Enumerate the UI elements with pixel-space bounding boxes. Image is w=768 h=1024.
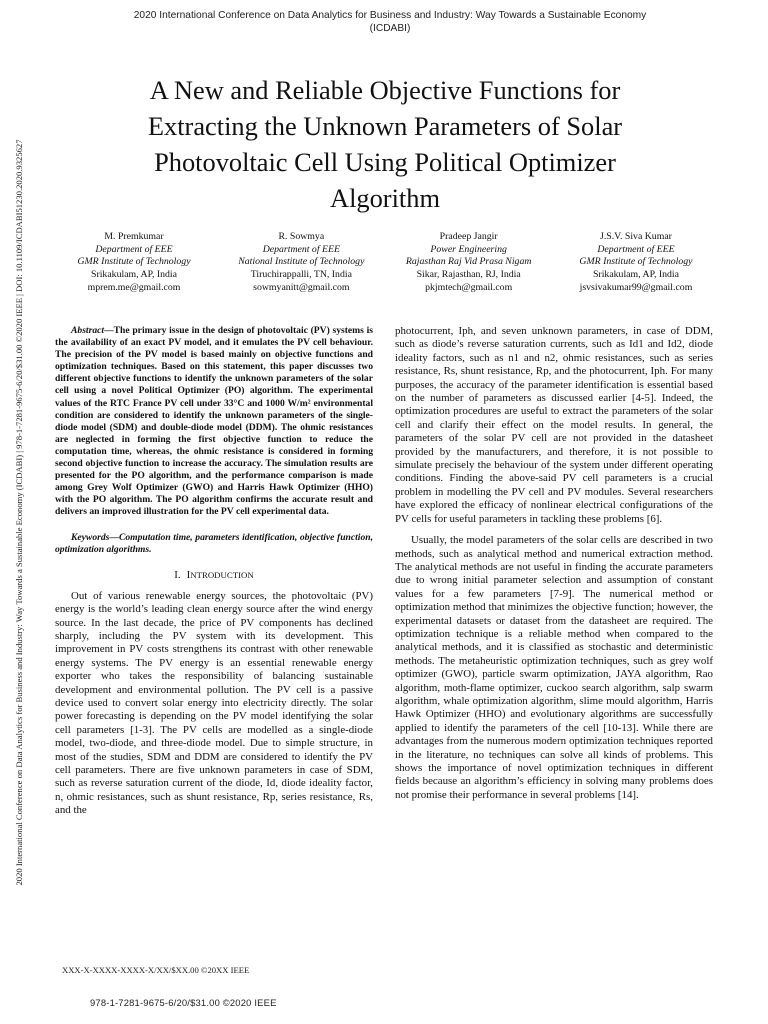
author-card xyxy=(557,231,715,295)
title-line: Algorithm xyxy=(330,183,440,213)
author-email[interactable]: jsvsivakumar99@gmail.com xyxy=(579,281,693,293)
author-department: Department of EEE xyxy=(95,243,173,255)
author-institute: National Institute of Technology xyxy=(238,256,365,268)
author-city: Tiruchirappalli, TN, India xyxy=(250,269,352,281)
abstract-label: Abstract xyxy=(71,325,105,336)
title-line: Photovoltaic Cell Using Political Optimizer xyxy=(154,147,616,177)
author-card xyxy=(390,231,548,295)
author-department: Department of EEE xyxy=(597,243,675,255)
author-department: Department of EEE xyxy=(262,243,340,255)
author-name: J.S.V. Siva Kumar xyxy=(600,231,672,242)
body-paragraph: Usually, the model parameters of the solar cells are described in two methods, such as analytical method and numerical extraction method. The analytical methods are not useful in finding the accurate parameters due to wrong initial parameter selection and assumption of constant values for a few parameters [7-9]. The numerical method or optimization method that minimizes the objective function; however, the experimental datasets or dataset from the datasheet are required. The optimization technique is a reliable method when compared to the analytical methods, and it is classified as stochastic and deterministic methods. The metaheuristic optimization techniques, such as grey wolf optimizer (GWO), particle swarm optimization, JAYA algorithm, Rao algorithm, moth-flame optimizer, cuckoo search algorithm, salp swarm algorithm, whale optimization algorithm, slime mould algorithm, Harris Hawk Optimizer (HHO) and evolutionary algorithms are successfully applied to identify the parameters of the cell [10-13]. While there are advantages from the numerous modern optimization techniques reported in the literature, no techniques can solve all kinds of problems. This shows the importance of novel optimization techniques in different fields because an algorithm’s efficiency in solving many problems does not promise their performance in several problems [14]. xyxy=(395,534,713,801)
author-name: M. Premkumar xyxy=(104,231,164,242)
author-city: Srikakulam, AP, India xyxy=(91,269,177,281)
section-number: I. xyxy=(174,568,181,581)
author-institute: GMR Institute of Technology xyxy=(77,256,191,268)
conference-header-line2: (ICDABI) xyxy=(369,23,411,34)
author-card xyxy=(55,231,213,295)
section-heading xyxy=(55,569,373,582)
author-email[interactable]: pkjmtech@gmail.com xyxy=(425,281,513,293)
author-city: Sikar, Rajasthan, RJ, India xyxy=(416,269,521,281)
body-paragraph: photocurrent, Iph, and seven unknown parameters, in case of DDM, such as diode’s reverse saturation currents, such as Id1 and Id2, diode ideality factors, such as n1 and n2, ohmic resistances, such as series resistance, Rs, shunt resistance, Rp, and the photocurrent, Iph. For many purposes, the accuracy of the parameter identification is essential based on the number of parameters as discussed earlier [4-5]. Indeed, the optimization procedures are useful to extract the parameters of the solar cell and clarify their effect on the model results. In general, the parameters of the solar PV cell are not provided in the datasheet provided by the manufacturers, and therefore, it is not possible to simulate precisely the behaviour of the system under different operating conditions. Finding the above-said PV cell parameters is a crucial problem in modelling the PV cell and PV modules. Several researchers have explored the efficacy of nonlinear electrical configurations of the PV cells for useful parameters in tackling these problems [6]. xyxy=(395,325,713,525)
author-name: Pradeep Jangir xyxy=(439,231,498,242)
author-email[interactable]: mprem.me@gmail.com xyxy=(87,281,181,293)
author-city: Srikakulam, AP, India xyxy=(592,269,679,281)
title-line: A New and Reliable Objective Functions for xyxy=(149,75,621,105)
author-department: Power Engineering xyxy=(430,243,507,255)
keywords: Keywords—Computation time, parameters identification, objective function, optimization algorithms. xyxy=(55,531,373,555)
left-column xyxy=(55,325,373,818)
conference-header-line1: 2020 International Conference on Data Analytics for Business and Industry: Way Towards a Sustainable Economy xyxy=(133,10,647,21)
author-card xyxy=(222,231,380,295)
author-institute: GMR Institute of Technology xyxy=(579,256,693,268)
author-email[interactable]: sowmyanitt@gmail.com xyxy=(253,281,350,293)
author-name: R. Sowmya xyxy=(278,231,325,242)
isbn-footer: 978-1-7281-9675-6/20/$31.00 ©2020 IEEE xyxy=(90,997,277,1008)
paper-title xyxy=(80,72,690,216)
abstract-text: —The primary issue in the design of photovoltaic (PV) systems is the availability of an exact PV model, and it emulates the PV cell behaviour. The precision of the PV model is based mainly on objective functions and optimization techniques. Based on this statement, this paper discusses two different objective functions to identify the unknown parameters of the solar cell using a novel Political Optimizer (PO) algorithm. The experimental values of the RTC France PV cell under 33°C and 1000 W/m² environmental condition are considered to identify the unknown parameters of the single-diode model (SDM) and double-diode model (DDM). The ohmic resistances are neglected in forming the first objective function to reduce the computation time, whereas, the ohmic resistance is considered in forming second objective function to increase the accuracy. The simulation results are presented for the PO algorithm, and the performance comparison is made among Grey Wolf Optimizer (GWO) and Harris Hawk Optimizer (HHO) with the PO algorithm. The PO algorithm confirms the accurate result and delivers an improved illustration for the PV cell experimental data. xyxy=(55,325,373,518)
author-block xyxy=(55,231,715,295)
section-title-rest: NTRODUCTION xyxy=(190,569,254,580)
right-column xyxy=(395,325,713,802)
body-paragraph: Out of various renewable energy sources, the photovoltaic (PV) energy is the world’s leading clean energy source after the wind energy source. In the last decade, the price of PV components has declined sharply, including the PV system with its development. This improvement in PV costs strengthens its contrast with other renewable energy systems. The PV energy is an essential renewable energy exporter who takes the responsibility of balancing sustainable development and environmental pollution. The PV cell is a passive device used to convert solar energy into electricity directly. The solar power forecasting is depending on the PV model identifying the solar cell parameters [1-3]. The PV cells are modelled as a single-diode model, two-diode, and three-diode model. Due to simple structure, in most of the studies, SDM and DDM are considered to identify the PV cell parameters. There are five unknown parameters in case of SDM, such as reverse saturation current of the diode, Id, diode ideality factor, n, ohmic resistances, such as shunt resistance, Rp, series resistance, Rs, and the xyxy=(55,589,373,817)
title-line: Extracting the Unknown Parameters of Solar xyxy=(147,111,623,141)
side-citation-text: 2020 International Conference on Data Analytics for Business and Industry: Way Towards a Sustainable Economy (ICDABI) | 978-1-7281-9675-6/20/$31.00 ©2020 IEEE | DOI: 10.1109/ICDABI51230.2020.9325627 xyxy=(14,139,24,886)
author-institute: Rajasthan Raj Vid Prasa Nigam xyxy=(405,256,532,268)
conference-header xyxy=(60,9,720,35)
abstract xyxy=(55,325,373,519)
copyright-placeholder: XXX-X-XXXX-XXXX-X/XX/$XX.00 ©20XX IEEE xyxy=(62,965,250,975)
side-citation-strip xyxy=(13,60,25,965)
section-title-initial: I xyxy=(186,568,191,581)
